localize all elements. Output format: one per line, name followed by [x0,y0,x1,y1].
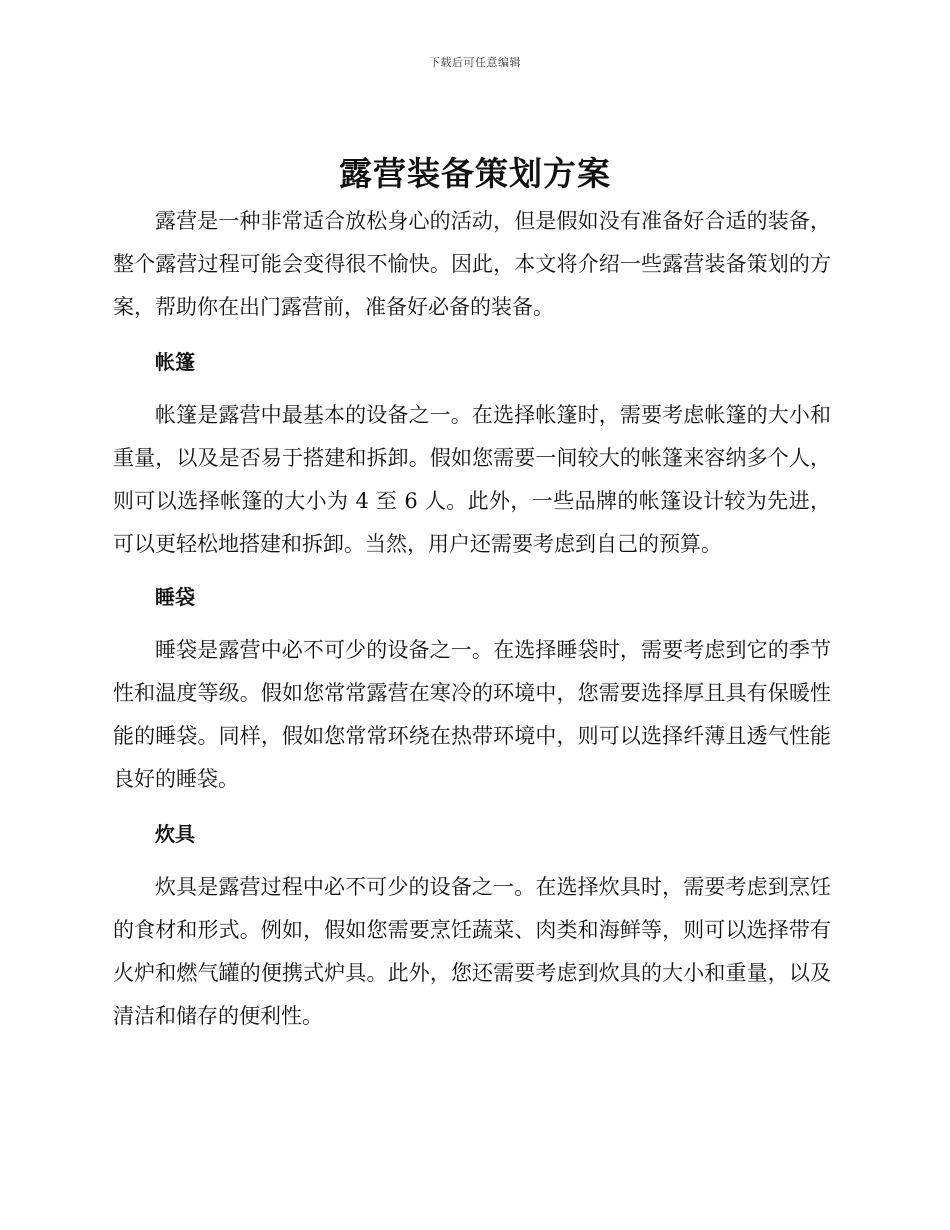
section-body-cookware: 炊具是露营过程中必不可少的设备之一。在选择炊具时，需要考虑到烹饪的食材和形式。例如，假如您需要烹饪蔬菜、肉类和海鲜等，则可以选择带有火炉和燃气罐的便携式炉具。此外，您还需要考虑到炊具的大小和重量，以及清洁和储存的便利性。 [113,875,831,1028]
document-body [113,200,831,1038]
document-title: 露营装备策划方案 [339,154,611,193]
section-heading-tent: 帐篷 [155,350,195,374]
section-heading-sleeping-bag: 睡袋 [155,585,195,609]
section-body-sleeping-bag: 睡袋是露营中必不可少的设备之一。在选择睡袋时，需要考虑到它的季节性和温度等级。假如您常常露营在寒冷的环境中，您需要选择厚且具有保暖性能的睡袋。同样，假如您常常环绕在热带环境中，则可以选择纤薄且透气性能良好的睡袋。 [113,638,831,791]
section-body-tent: 帐篷是露营中最基本的设备之一。在选择帐篷时，需要考虑帐篷的大小和重量，以及是否易于搭建和拆卸。假如您需要一间较大的帐篷来容纳多个人，则可以选择帐篷的大小为 4 至 6 人。此外，一些品牌的帐篷设计较为先进，可以更轻松地搭建和拆卸。当然，用户还需要考虑到自己的预算。 [113,403,831,556]
page-header-note: 下载后可任意编辑 [429,56,521,69]
intro-paragraph: 露营是一种非常适合放松身心的活动，但是假如没有准备好合适的装备，整个露营过程可能会变得很不愉快。因此，本文将介绍一些露营装备策划的方案，帮助你在出门露营前，准备好必备的装备。 [113,209,831,319]
section-heading-cookware: 炊具 [155,822,195,846]
